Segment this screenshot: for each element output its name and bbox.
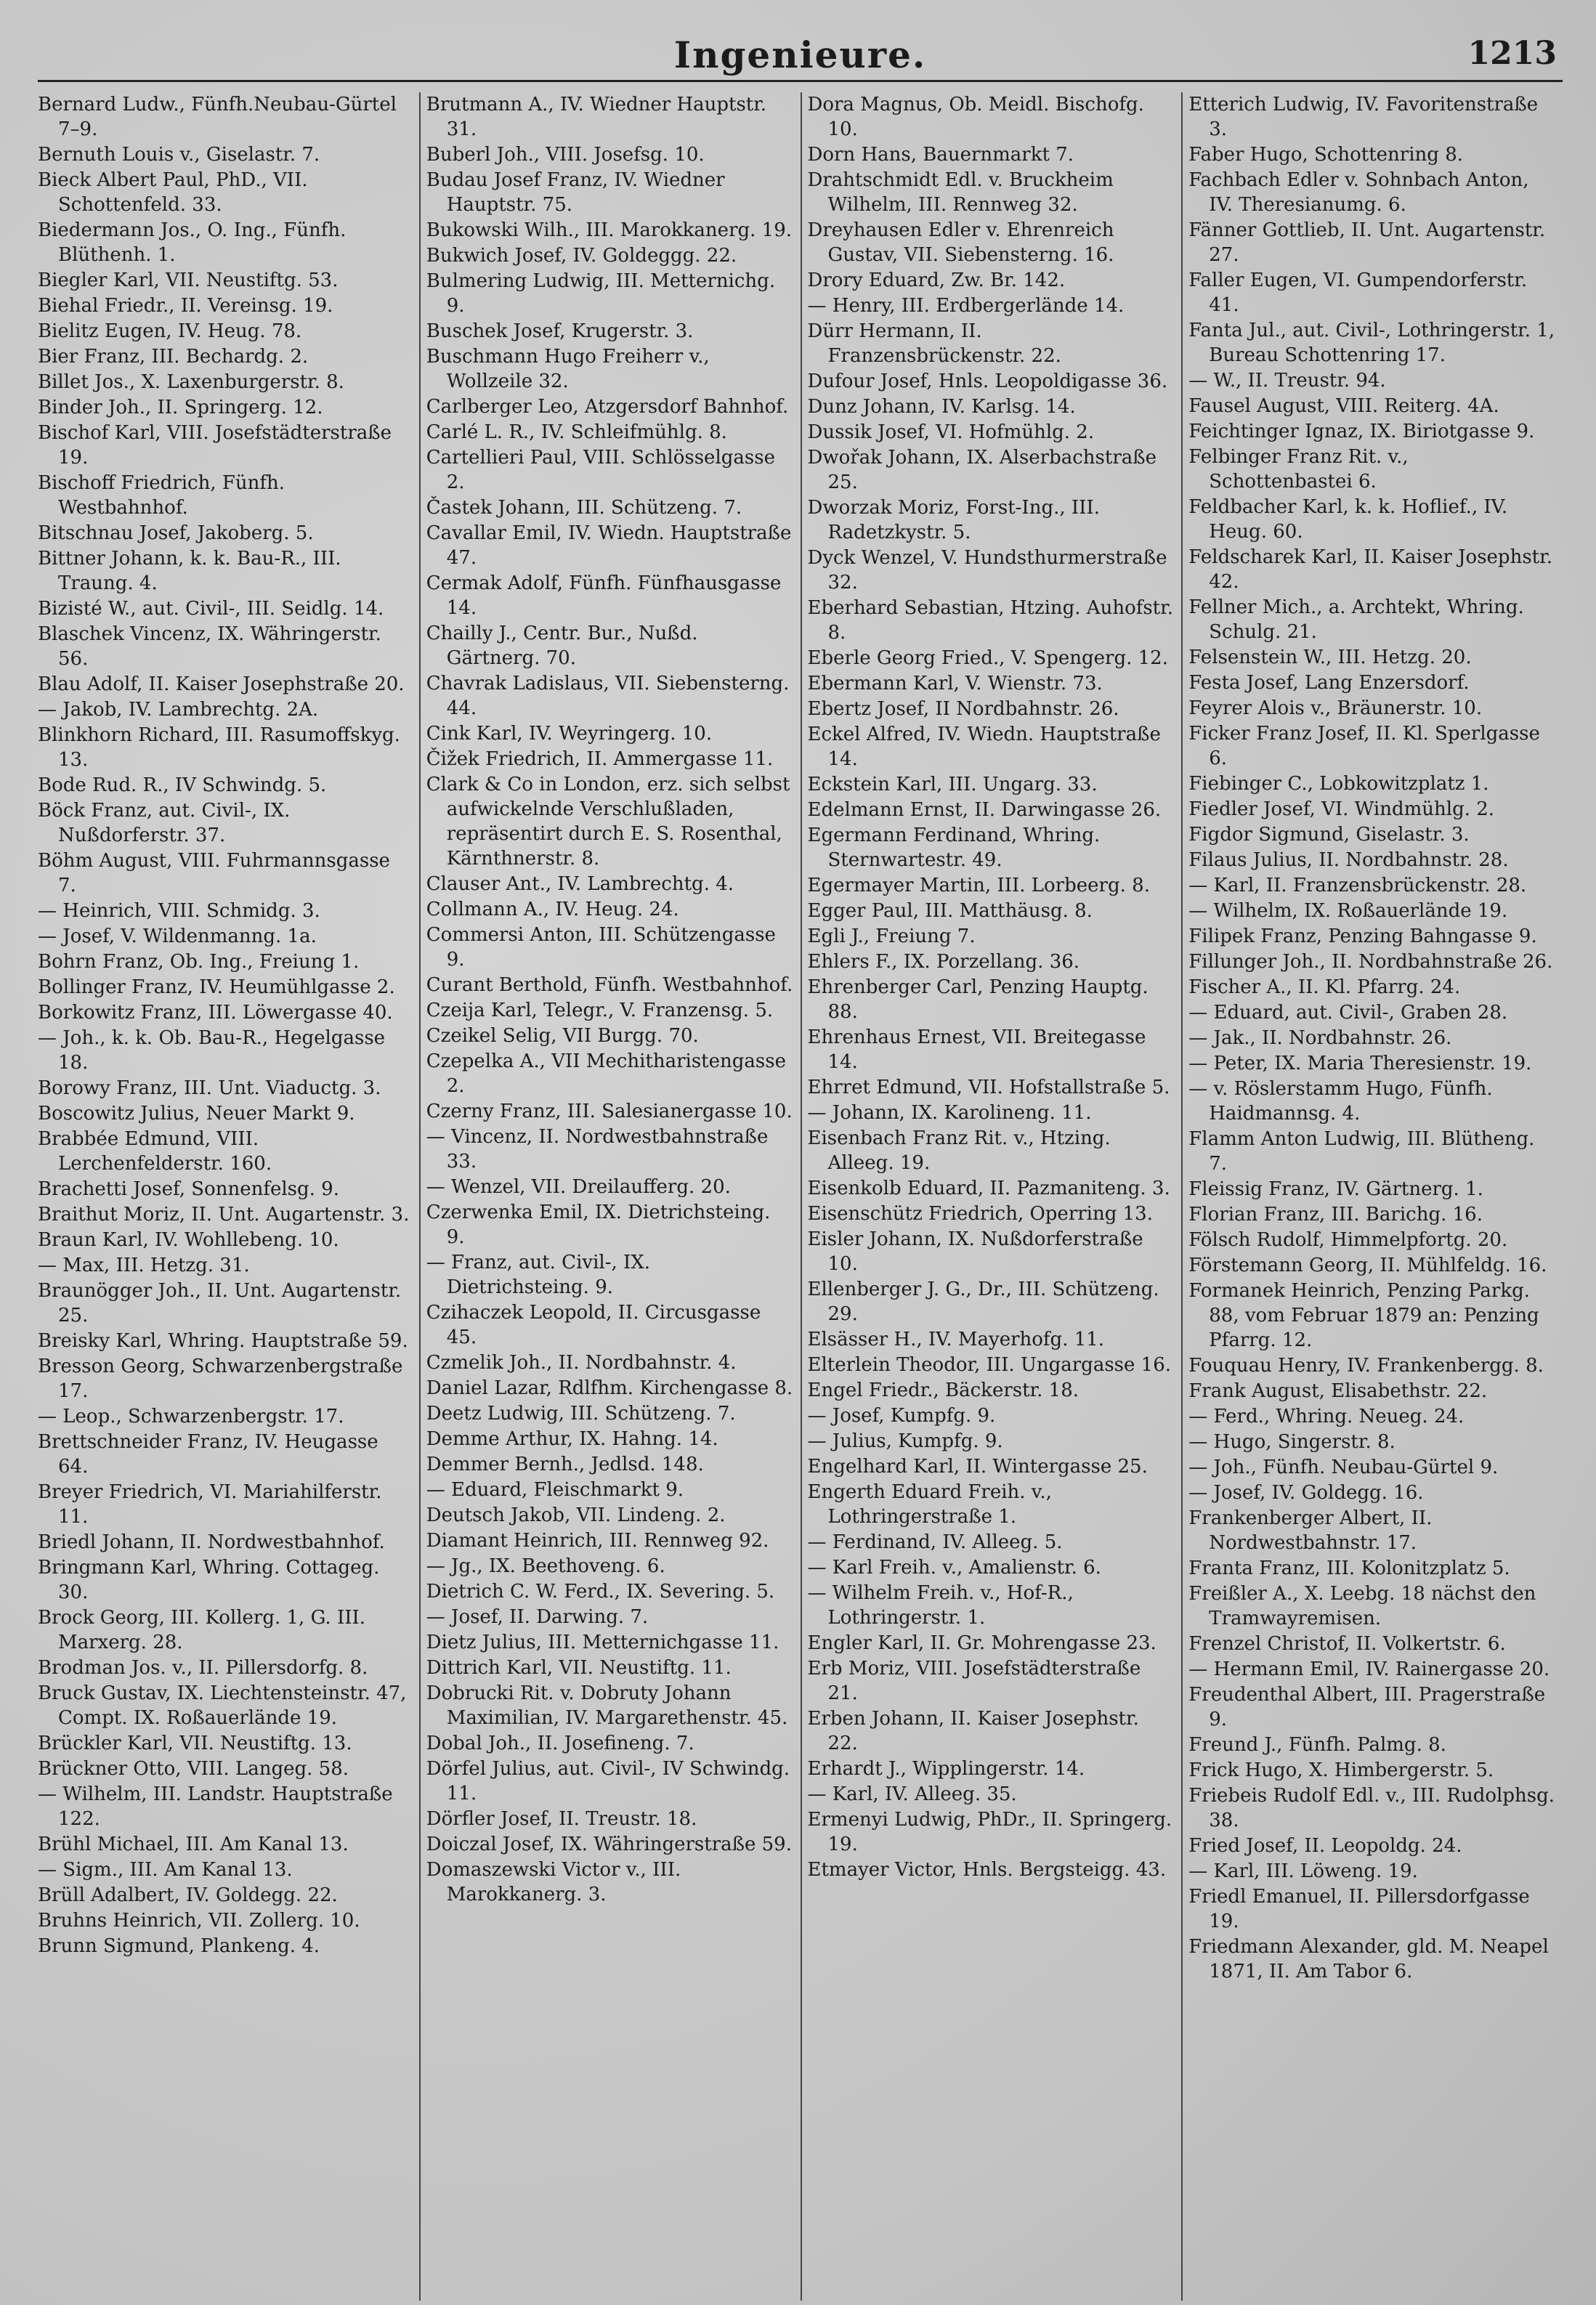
directory-entry: Commersi Anton, III. Schützengasse 9. <box>426 924 776 971</box>
directory-entry: Förstemann Georg, II. Mühlfeldg. 16. <box>1188 1255 1547 1276</box>
directory-entry: Bielitz Eugen, IV. Heug. 78. <box>38 320 302 342</box>
directory-entry: — W., II. Treustr. 94. <box>1188 370 1386 392</box>
directory-entry: — Jakob, IV. Lambrechtg. 2A. <box>38 699 319 721</box>
directory-entry: Ehrenberger Carl, Penzing Hauptg. 88. <box>807 976 1149 1023</box>
directory-entry: Brüll Adalbert, IV. Goldegg. 22. <box>38 1884 338 1906</box>
directory-entry: Egermayer Martin, III. Lorbeerg. 8. <box>807 875 1150 896</box>
directory-entry: Brühl Michael, III. Am Kanal 13. <box>38 1834 349 1855</box>
directory-entry: Dörfler Josef, II. Treustr. 18. <box>426 1808 697 1830</box>
directory-entry: Ficker Franz Josef, II. Kl. Sperlgasse 6. <box>1188 723 1540 769</box>
directory-entry: Czihaczek Leopold, II. Circusgasse 45. <box>426 1302 761 1348</box>
directory-entry: Brunn Sigmund, Plankeng. 4. <box>38 1935 320 1957</box>
directory-entry: Doiczal Josef, IX. Währingerstraße 59. <box>426 1834 792 1855</box>
directory-entry: Fiebinger C., Lobkowitzplatz 1. <box>1188 773 1489 795</box>
directory-entry: Faber Hugo, Schottenring 8. <box>1188 144 1463 166</box>
directory-entry: — Sigm., III. Am Kanal 13. <box>38 1859 293 1881</box>
directory-entry: Breyer Friedrich, VI. Mariahilferstr. 11. <box>38 1481 382 1528</box>
directory-entry: Bier Franz, III. Bechardg. 2. <box>38 346 309 368</box>
directory-entry: Collmann A., IV. Heug. 24. <box>426 899 679 920</box>
directory-entry: Ermenyi Ludwig, PhDr., II. Springerg. 19. <box>807 1809 1172 1855</box>
directory-entry: Ehrret Edmund, VII. Hofstallstraße 5. <box>807 1077 1170 1098</box>
directory-entry: — Leop., Schwarzenbergstr. 17. <box>38 1406 344 1427</box>
directory-entry: Bringmann Karl, Whring. Cottageg. 30. <box>38 1557 380 1603</box>
directory-entry: Eberle Georg Fried., V. Spengerg. 12. <box>807 647 1168 669</box>
directory-entry: — Johann, IX. Karolineng. 11. <box>807 1102 1092 1124</box>
directory-entry: Frick Hugo, X. Himbergerstr. 5. <box>1188 1759 1494 1781</box>
directory-entry: Feichtinger Ignaz, IX. Biriotgasse 9. <box>1188 421 1535 442</box>
directory-entry: Clauser Ant., IV. Lambrechtg. 4. <box>426 873 734 895</box>
directory-entry: Engelhard Karl, II. Wintergasse 25. <box>807 1456 1148 1478</box>
directory-entry: — Karl, III. Löweng. 19. <box>1188 1860 1418 1882</box>
directory-entry: Deetz Ludwig, III. Schützeng. 7. <box>426 1403 736 1425</box>
directory-entry: Borkowitz Franz, III. Löwergasse 40. <box>38 1002 393 1024</box>
directory-entry: Eckstein Karl, III. Ungarg. 33. <box>807 774 1098 795</box>
directory-entry: Boscowitz Julius, Neuer Markt 9. <box>38 1103 355 1125</box>
directory-entry: Biehal Friedr., II. Vereinsg. 19. <box>38 295 333 317</box>
directory-entry: Demmer Bernh., Jedlsd. 148. <box>426 1454 704 1475</box>
directory-entry: Dwořak Johann, IX. Alserbachstraße 25. <box>807 447 1157 493</box>
directory-entry: Frankenberger Albert, II. Nordwestbahnstr. 17. <box>1188 1507 1433 1554</box>
directory-entry: — Peter, IX. Maria Theresienstr. 19. <box>1188 1053 1532 1074</box>
directory-entry: Cink Karl, IV. Weyringerg. 10. <box>426 723 713 745</box>
directory-entry: Franta Franz, III. Kolonitzplatz 5. <box>1188 1557 1510 1579</box>
directory-entry: Florian Franz, III. Barichg. 16. <box>1188 1204 1483 1226</box>
directory-entry: Bieck Albert Paul, PhD., VII. Schottenfeld. 33. <box>38 169 308 216</box>
directory-entry: Eisenbach Franz Rit. v., Htzing. Alleeg. 19. <box>807 1127 1111 1174</box>
directory-entry: Brutmann A., IV. Wiedner Hauptstr. 31. <box>426 94 767 140</box>
directory-entry: Brachetti Josef, Sonnenfelsg. 9. <box>38 1178 339 1200</box>
directory-entry: — Joh., k. k. Ob. Bau-R., Hegelgasse 18. <box>38 1027 386 1074</box>
directory-entry: Freudenthal Albert, III. Pragerstraße 9. <box>1188 1684 1546 1730</box>
directory-entry: Dobrucki Rit. v. Dobruty Johann Maximilian, IV. Margarethenstr. 45. <box>426 1682 788 1729</box>
directory-entry: Böhm August, VIII. Fuhrmannsgasse 7. <box>38 850 390 896</box>
directory-entry: Bischoff Friedrich, Fünfh. Westbahnhof. <box>38 472 285 519</box>
directory-entry: Bollinger Franz, IV. Heumühlgasse 2. <box>38 976 395 998</box>
directory-entry: Edelmann Ernst, II. Darwingasse 26. <box>807 799 1162 821</box>
directory-entry: Budau Josef Franz, IV. Wiedner Hauptstr. 75. <box>426 169 725 216</box>
directory-entry: Egger Paul, III. Matthäusg. 8. <box>807 900 1093 922</box>
directory-entry: Filaus Julius, II. Nordbahnstr. 28. <box>1188 849 1509 871</box>
directory-entry: Blinkhorn Richard, III. Rasumoffskyg. 13. <box>38 724 400 771</box>
directory-entry: Brodman Jos. v., II. Pillersdorfg. 8. <box>38 1657 368 1679</box>
directory-entry: Fanta Jul., aut. Civil-, Lothringerstr. 1, Bureau Schottenring 17. <box>1188 320 1555 366</box>
directory-entry: — Karl Freih. v., Amalienstr. 6. <box>807 1557 1101 1579</box>
directory-entry: Felsenstein W., III. Hetzg. 20. <box>1188 647 1472 668</box>
directory-entry: — Max, III. Hetzg. 31. <box>38 1255 250 1276</box>
directory-entry: Bruck Gustav, IX. Liechtensteinstr. 47, Compt. IX. Roßauerlände 19. <box>38 1682 407 1729</box>
directory-entry: Fölsch Rudolf, Himmelpfortg. 20. <box>1188 1229 1508 1251</box>
directory-entry: Clark & Co in London, erz. sich selbst aufwickelnde Verschlußladen, repräsentirt durch E. S. Rosenthal, Kärnthnerstr. 8. <box>426 774 790 870</box>
directory-entry: Chailly J., Centr. Bur., Nußd. Gärtnerg. 70. <box>426 623 698 669</box>
directory-entry: Felbinger Franz Rit. v., Schottenbastei 6. <box>1188 446 1409 493</box>
directory-entry: — Josef, II. Darwing. 7. <box>426 1606 649 1628</box>
directory-entry: Ellenberger J. G., Dr., III. Schützeng. 29. <box>807 1279 1159 1325</box>
directory-entry: Frenzel Christof, II. Volkertstr. 6. <box>1188 1633 1506 1655</box>
directory-entry: Friedmann Alexander, gld. M. Neapel 1871, II. Am Tabor 6. <box>1188 1936 1549 1982</box>
directory-entry: Brückner Otto, VIII. Langeg. 58. <box>38 1758 349 1780</box>
directory-entry: Dussik Josef, VI. Hofmühlg. 2. <box>807 421 1095 443</box>
directory-entry: Festa Josef, Lang Enzersdorf. <box>1188 672 1470 694</box>
directory-entry: — Wilhelm, IX. Roßauerlände 19. <box>1188 900 1508 922</box>
directory-entry: Eberhard Sebastian, Htzing. Auhofstr. 8. <box>807 597 1173 644</box>
directory-entry: — Hermann Emil, IV. Rainergasse 20. <box>1188 1658 1550 1680</box>
directory-entry: Dörfel Julius, aut. Civil-, IV Schwindg. 11. <box>426 1758 790 1804</box>
directory-entry: Bukwich Josef, IV. Goldeggg. 22. <box>426 245 737 267</box>
directory-entry: Biegler Karl, VII. Neustiftg. 53. <box>38 270 339 291</box>
directory-entry: Braunögger Joh., II. Unt. Augartenstr. 25. <box>38 1280 402 1326</box>
directory-entry: Buschmann Hugo Freiherr v., Wollzeile 32. <box>426 346 710 392</box>
directory-entry: Borowy Franz, III. Unt. Viaductg. 3. <box>38 1077 381 1099</box>
directory-entry: Fänner Gottlieb, II. Unt. Augartenstr. 27. <box>1188 219 1546 266</box>
directory-entry: Drory Eduard, Zw. Br. 142. <box>807 270 1066 291</box>
directory-entry: Böck Franz, aut. Civil-, IX. Nußdorferstr. 37. <box>38 800 291 846</box>
directory-entry: Formanek Heinrich, Penzing Parkg. 88, vom Februar 1879 an: Penzing Pfarrg. 12. <box>1188 1280 1539 1351</box>
directory-entry: Freißler A., X. Leebg. 18 nächst den Tramwayremisen. <box>1188 1583 1536 1629</box>
directory-entry: Bittner Johann, k. k. Bau-R., III. Traung. 4. <box>38 548 341 594</box>
directory-entry: — Wilhelm, III. Landstr. Hauptstraße 122. <box>38 1783 393 1830</box>
directory-entry: Czeija Karl, Telegr., V. Franzensg. 5. <box>426 1000 774 1021</box>
directory-entry: Binder Joh., II. Springerg. 12. <box>38 397 323 418</box>
directory-entry: Feldscharek Karl, II. Kaiser Josephstr. 42. <box>1188 546 1552 593</box>
directory-entry: Brock Georg, III. Kollerg. 1, G. III. Marxerg. 28. <box>38 1607 366 1653</box>
directory-entry: Curant Berthold, Fünfh. Westbahnhof. <box>426 974 793 996</box>
directory-entry: — Josef, V. Wildenmanng. 1a. <box>38 925 317 947</box>
directory-entry: Dora Magnus, Ob. Meidl. Bischofg. 10. <box>807 94 1144 140</box>
directory-entry: Cartellieri Paul, VIII. Schlösselgasse 2. <box>426 447 775 493</box>
directory-entry: Bitschnau Josef, Jakoberg. 5. <box>38 522 314 544</box>
directory-entry: — Hugo, Singerstr. 8. <box>1188 1431 1396 1453</box>
directory-entry: — Eduard, Fleischmarkt 9. <box>426 1479 684 1501</box>
directory-entry: — Josef, Kumpfg. 9. <box>807 1405 996 1427</box>
directory-entry: Brückler Karl, VII. Neustiftg. 13. <box>38 1733 352 1754</box>
column-4 <box>1181 92 1563 2301</box>
directory-entry: Cermak Adolf, Fünfh. Fünfhausgasse 14. <box>426 572 782 619</box>
directory-entry: Braithut Moriz, II. Unt. Augartenstr. 3. <box>38 1204 410 1226</box>
page-title: Ingenieure. <box>673 33 927 76</box>
directory-entry: — Josef, IV. Goldegg. 16. <box>1188 1482 1424 1504</box>
directory-entry: Bukowski Wilh., III. Marokkanerg. 19. <box>426 219 793 241</box>
directory-entry: Etterich Ludwig, IV. Favoritenstraße 3. <box>1188 94 1539 140</box>
directory-entry: — Ferd., Whring. Neueg. 24. <box>1188 1406 1465 1427</box>
directory-entry: Egermann Ferdinand, Whring. Sternwartestr. 49. <box>807 825 1101 871</box>
directory-entry: Friedl Emanuel, II. Pillersdorfgasse 19. <box>1188 1886 1530 1932</box>
directory-entry: Friebeis Rudolf Edl. v., III. Rudolphsg. 38. <box>1188 1785 1555 1831</box>
directory-entry: Diamant Heinrich, III. Rennweg 92. <box>426 1530 769 1552</box>
directory-entry: Drahtschmidt Edl. v. Bruckheim Wilhelm, III. Rennweg 32. <box>807 169 1114 216</box>
directory-entry: Figdor Sigmund, Giselastr. 3. <box>1188 824 1470 846</box>
column-2 <box>419 92 801 2301</box>
directory-entry: Biedermann Jos., O. Ing., Fünfh. Blüthenh. 1. <box>38 219 347 266</box>
directory-entry: Elterlein Theodor, III. Ungargasse 16. <box>807 1354 1172 1376</box>
directory-entry: Czerny Franz, III. Salesianergasse 10. <box>426 1101 793 1122</box>
directory-entry: — Eduard, aut. Civil-, Graben 28. <box>1188 1002 1508 1024</box>
directory-entry: Erben Johann, II. Kaiser Josephstr. 22. <box>807 1708 1139 1754</box>
directory-entry: Bischof Karl, VIII. Josefstädterstraße 19. <box>38 422 392 469</box>
directory-entry: — Ferdinand, IV. Alleeg. 5. <box>807 1531 1063 1553</box>
directory-entry: Ehrenhaus Ernest, VII. Breitegasse 14. <box>807 1026 1146 1073</box>
directory-entry: Fillunger Joh., II. Nordbahnstraße 26. <box>1188 951 1553 973</box>
directory-entry: Demme Arthur, IX. Hahng. 14. <box>426 1428 718 1450</box>
directory-entry: Czepelka A., VII Mechitharistengasse 2. <box>426 1050 786 1097</box>
directory-entry: Dürr Hermann, II. Franzensbrückenstr. 22. <box>807 320 1061 367</box>
directory-entry: Breisky Karl, Whring. Hauptstraße 59. <box>38 1330 408 1352</box>
directory-entry: Brettschneider Franz, IV. Heugasse 64. <box>38 1431 378 1478</box>
directory-entry: Dorn Hans, Bauernmarkt 7. <box>807 144 1074 166</box>
directory-entry: Ehlers F., IX. Porzellang. 36. <box>807 951 1080 973</box>
directory-entry: Engler Karl, II. Gr. Mohrengasse 23. <box>807 1632 1157 1654</box>
directory-entry: Buschek Josef, Krugerstr. 3. <box>426 320 694 342</box>
directory-entry: Elsässer H., IV. Mayerhofg. 11. <box>807 1329 1105 1350</box>
directory-entry: Fellner Mich., a. Archtekt, Whring. Schulg. 21. <box>1188 596 1524 643</box>
directory-entry: Dworzak Moriz, Forst-Ing., III. Radetzkystr. 5. <box>807 497 1100 543</box>
directory-entry: Erb Moriz, VIII. Josefstädterstraße 21. <box>807 1658 1141 1704</box>
directory-entry: Eckel Alfred, IV. Wiedn. Hauptstraße 14. <box>807 724 1161 770</box>
directory-entry: Domaszewski Victor v., III. Marokkanerg. 3. <box>426 1859 681 1905</box>
directory-entry: — Franz, aut. Civil-, IX. Dietrichsteing. 9. <box>426 1252 651 1298</box>
directory-entry: Fiedler Josef, VI. Windmühlg. 2. <box>1188 798 1495 820</box>
directory-entry: Čižek Friedrich, II. Ammergasse 11. <box>426 748 774 770</box>
directory-entry: Carlberger Leo, Atzgersdorf Bahnhof. <box>426 396 789 418</box>
directory-entry: Feldbacher Karl, k. k. Hoflief., IV. Heug. 60. <box>1188 496 1508 543</box>
directory-entry: — Karl, IV. Alleeg. 35. <box>807 1783 1017 1805</box>
directory-entry: Bulmering Ludwig, III. Metternichg. 9. <box>426 270 776 317</box>
directory-entry: Fouquau Henry, IV. Frankenbergg. 8. <box>1188 1355 1544 1377</box>
directory-entry: Bohrn Franz, Ob. Ing., Freiung 1. <box>38 951 360 973</box>
directory-entry: Deutsch Jakob, VII. Lindeng. 2. <box>426 1504 726 1526</box>
directory-entry: Faller Eugen, VI. Gumpendorferstr. 41. <box>1188 270 1528 316</box>
directory-entry: — Wenzel, VII. Dreilaufferg. 20. <box>426 1176 731 1198</box>
directory-entry: — Henry, III. Erdbergerlände 14. <box>807 295 1125 317</box>
directory-entry: Engerth Eduard Freih. v., Lothringerstraße 1. <box>807 1481 1052 1528</box>
directory-entry: Eisler Johann, IX. Nußdorferstraße 10. <box>807 1228 1143 1275</box>
directory-entry: Etmayer Victor, Hnls. Bergsteigg. 43. <box>807 1859 1167 1881</box>
directory-entry: Ebermann Karl, V. Wienstr. 73. <box>807 673 1103 694</box>
directory-entry: Fried Josef, II. Leopoldg. 24. <box>1188 1835 1462 1857</box>
directory-entry: Erhardt J., Wipplingerstr. 14. <box>807 1758 1085 1780</box>
directory-entry: Egli J., Freiung 7. <box>807 925 976 947</box>
directory-entry: Eisenkolb Eduard, II. Pazmaniteng. 3. <box>807 1178 1170 1199</box>
directory-entry: Blau Adolf, II. Kaiser Josephstraße 20. <box>38 673 405 695</box>
directory-entry: Dyck Wenzel, V. Hundsthurmerstraße 32. <box>807 547 1167 594</box>
directory-entry: — Heinrich, VIII. Schmidg. 3. <box>38 900 320 922</box>
directory-entry: Engel Friedr., Bäckerstr. 18. <box>807 1380 1079 1401</box>
directory-entry: Filipek Franz, Penzing Bahngasse 9. <box>1188 925 1537 947</box>
column-1 <box>38 92 419 2301</box>
directory-entry: Bernuth Louis v., Giselastr. 7. <box>38 144 320 166</box>
directory-entry: Bresson Georg, Schwarzenbergstraße 17. <box>38 1356 403 1402</box>
directory-columns <box>38 92 1563 2301</box>
directory-entry: Freund J., Fünfh. Palmg. 8. <box>1188 1734 1446 1756</box>
directory-entry: — Wilhelm Freih. v., Hof-R., Lothringerstr. 1. <box>807 1582 1074 1629</box>
directory-entry: Briedl Johann, II. Nordwestbahnhof. <box>38 1531 385 1553</box>
directory-entry: Dufour Josef, Hnls. Leopoldigasse 36. <box>807 370 1168 392</box>
directory-entry: — Jak., II. Nordbahnstr. 26. <box>1188 1027 1452 1049</box>
directory-entry: Brabbée Edmund, VIII. Lerchenfelderstr. 160. <box>38 1128 272 1175</box>
directory-entry: — Julius, Kumpfg. 9. <box>807 1430 1003 1452</box>
directory-entry: Czerwenka Emil, IX. Dietrichsteing. 9. <box>426 1202 771 1248</box>
directory-entry: Daniel Lazar, Rdlfhm. Kirchengasse 8. <box>426 1377 793 1399</box>
directory-entry: Bode Rud. R., IV Schwindg. 5. <box>38 774 327 796</box>
directory-entry: — Jg., IX. Beethoveng. 6. <box>426 1555 665 1577</box>
directory-entry: Chavrak Ladislaus, VII. Siebensterng. 44. <box>426 673 790 719</box>
directory-entry: Braun Karl, IV. Wohllebeng. 10. <box>38 1229 339 1251</box>
directory-entry: Buberl Joh., VIII. Josefsg. 10. <box>426 144 705 166</box>
page-number: 1213 <box>1467 35 1557 72</box>
directory-entry: Ebertz Josef, II Nordbahnstr. 26. <box>807 698 1119 720</box>
directory-entry: Bruhns Heinrich, VII. Zollerg. 10. <box>38 1910 360 1932</box>
directory-entry: Czmelik Joh., II. Nordbahnstr. 4. <box>426 1352 737 1374</box>
directory-entry: Cavallar Emil, IV. Wiedn. Hauptstraße 47. <box>426 522 792 569</box>
directory-entry: Flamm Anton Ludwig, III. Blütheng. 7. <box>1188 1128 1535 1175</box>
directory-entry: Fachbach Edler v. Sohnbach Anton, IV. Theresianumg. 6. <box>1188 169 1529 216</box>
directory-entry: Blaschek Vincenz, IX. Währingerstr. 56. <box>38 623 381 670</box>
directory-entry: Fischer A., II. Kl. Pfarrg. 24. <box>1188 976 1461 998</box>
directory-entry: Bizisté W., aut. Civil-, III. Seidlg. 14. <box>38 598 384 620</box>
directory-entry: Dittrich Karl, VII. Neustiftg. 11. <box>426 1657 732 1679</box>
directory-entry: — Vincenz, II. Nordwestbahnstraße 33. <box>426 1126 769 1172</box>
directory-entry: — Karl, II. Franzensbrückenstr. 28. <box>1188 875 1527 896</box>
directory-entry: Fausel August, VIII. Reiterg. 4A. <box>1188 395 1499 417</box>
directory-entry: Dobal Joh., II. Josefineng. 7. <box>426 1733 694 1754</box>
directory-entry: Frank August, Elisabethstr. 22. <box>1188 1380 1488 1402</box>
directory-entry: Dietrich C. W. Ferd., IX. Severing. 5. <box>426 1581 775 1603</box>
directory-entry: Billet Jos., X. Laxenburgerstr. 8. <box>38 371 344 393</box>
directory-entry: Fleissig Franz, IV. Gärtnerg. 1. <box>1188 1178 1483 1200</box>
directory-entry: Dietz Julius, III. Metternichgasse 11. <box>426 1632 779 1653</box>
directory-entry: — Joh., Fünfh. Neubau-Gürtel 9. <box>1188 1457 1499 1478</box>
column-3 <box>801 92 1182 2301</box>
directory-entry: Dunz Johann, IV. Karlsg. 14. <box>807 396 1076 418</box>
directory-entry: Carlé L. R., IV. Schleifmühlg. 8. <box>426 421 727 443</box>
directory-entry: Eisenschütz Friedrich, Operring 13. <box>807 1203 1153 1225</box>
directory-entry: Dreyhausen Edler v. Ehrenreich Gustav, VII. Siebensterng. 16. <box>807 219 1114 266</box>
directory-entry: — v. Röslerstamm Hugo, Fünfh. Haidmannsg. 4. <box>1188 1078 1493 1125</box>
directory-entry: Bernard Ludw., Fünfh.Neubau-Gürtel 7–9. <box>38 94 397 140</box>
directory-entry: Czeikel Selig, VII Burgg. 70. <box>426 1025 699 1047</box>
directory-entry: Feyrer Alois v., Bräunerstr. 10. <box>1188 697 1483 719</box>
page-header <box>38 29 1563 82</box>
directory-entry: Častek Johann, III. Schützeng. 7. <box>426 497 742 519</box>
